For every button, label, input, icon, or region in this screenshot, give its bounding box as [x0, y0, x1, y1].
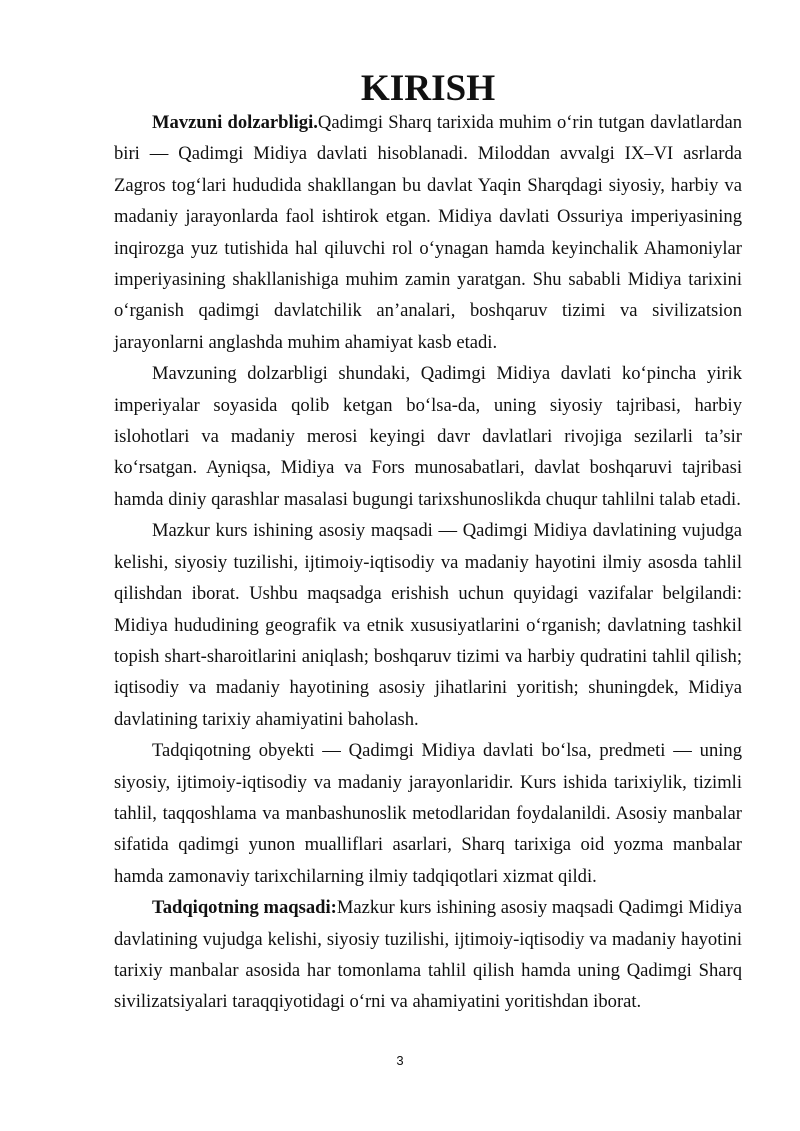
- page-heading: KIRISH: [360, 68, 496, 109]
- paragraph-goals-tasks: [114, 515, 742, 735]
- paragraph-text: Mavzuning dolzarbligi shundaki, Qadimgi Midiya davlati ko‘pincha yirik imperiyalar soyasida qolib ketgan bo‘lsa-da, uning siyosiy tajribasi, harbiy islohotlari va madaniy merosi keyingi davr davlatlari rivojiga sezilarli ta’sir ko‘rsatgan. Ayniqsa, Midiya va Fors munosabatlari, davlat boshqaruvi tajribasi hamda diniy qarashlar masalasi bugungi tarixshunoslikda chuqur tahlilni talab etadi.: [114, 363, 742, 510]
- paragraph-lead: Tadqiqotning maqsadi:: [152, 897, 337, 919]
- page-number: 3: [396, 1053, 404, 1068]
- paragraph-research-goal: [114, 892, 742, 1018]
- page-body: [114, 68, 743, 1018]
- paragraph-text: Tadqiqotning obyekti — Qadimgi Midiya davlati bo‘lsa, predmeti — uning siyosiy, ijtimoiy-iqtisodiy va madaniy jarayonlaridir. Kurs ishida tarixiylik, tizimli tahlil, taqqoshlama va manbashunoslik metodlaridan foydalanildi. Asosiy manbalar sifatida qadimgi yunon mualliflari asarlari, Sharq tarixiga oid yozma manbalar hamda zamonaviy tarixchilarning ilmiy tadqiqotlari xizmat qildi.: [114, 740, 742, 887]
- paragraph-text: Mazkur kurs ishining asosiy maqsadi Qadimgi Midiya davlatining vujudga kelishi, siyosiy tuzilishi, ijtimoiy-iqtisodiy va madaniy hayotini tarixiy manbalar asosida har tomonlama tahlil qilish hamda uning Qadimgi Sharq sivilizatsiyalari taraqqiyotidagi o‘rni va ahamiyatini yoritishdan iborat.: [114, 897, 743, 1013]
- paragraph-text: Mazkur kurs ishining asosiy maqsadi — Qadimgi Midiya davlatining vujudga kelishi, siyosiy tuzilishi, ijtimoiy-iqtisodiy va madaniy hayotini ilmiy asosda tahlil qilishdan iborat. Ushbu maqsadga erishish uchun quyidagi vazifalar belgilandi: Midiya hududining geografik va etnik xususiyatlarini o‘rganish; davlatning tashkil topish shart-sharoitlarini aniqlash; boshqaruv tizimi va harbiy qudratini tahlil qilish; iqtisodiy va madaniy hayotining asosiy jihatlarini yoritish; shuningdek, Midiya davlatining tarixiy ahamiyatini baholash.: [114, 520, 742, 730]
- paragraph-relevance-details: [114, 358, 742, 515]
- paragraph-lead: Mavzuni dolzarbligi.: [152, 112, 318, 133]
- paragraph-relevance: [114, 107, 742, 358]
- paragraph-object-subject: [114, 735, 742, 892]
- paragraph-text: Qadimgi Sharq tarixida muhim o‘rin tutgan davlatlardan biri — Qadimgi Midiya davlati hisoblanadi. Miloddan avvalgi IX–VI asrlarda Zagros tog‘lari hududida shakllangan bu davlat Yaqin Sharqdagi siyosiy, harbiy va madaniy jarayonlarda faol ishtirok etgan. Midiya davlati Ossuriya imperiyasining inqirozga yuz tutishida hal qiluvchi rol o‘ynagan hamda keyinchalik Ahamoniylar imperiyasining shakllanishiga muhim zamin yaratgan. Shu sababli Midiya tarixini o‘rganish qadimgi davlatchilik an’analari, boshqaruv tizimi va sivilizatsion jarayonlarni anglashda muhim ahamiyat kasb etadi.: [114, 112, 742, 353]
